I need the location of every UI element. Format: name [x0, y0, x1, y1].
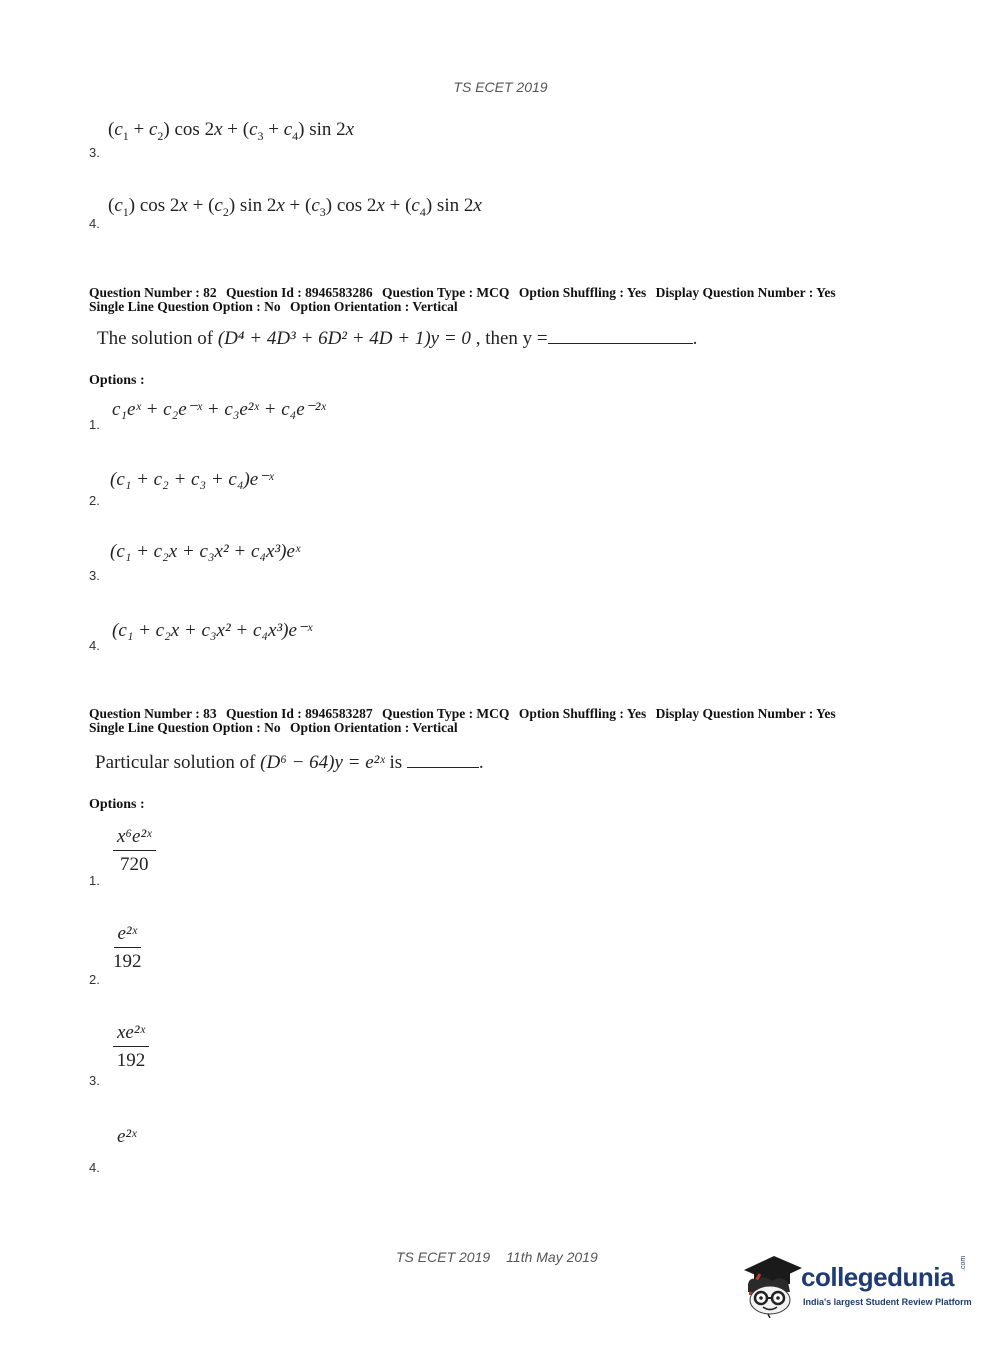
- option-expression: e²ˣ: [117, 1126, 137, 1147]
- footer-exam: TS ECET 2019: [396, 1249, 491, 1265]
- fraction-denominator: 192: [116, 1050, 146, 1071]
- logo-tagline: India's largest Student Review Platform: [803, 1297, 972, 1307]
- question-meta: Question Number : 82 Question Id : 8946583286 Question Type : MCQ Option Shuffling : Yes Display Question Number : Yes Single Line Question Option : No Option Orientation : Vertical: [89, 285, 836, 314]
- fraction-numerator: x⁶e²ˣ: [113, 826, 156, 851]
- logo-suffix: .com: [960, 1255, 967, 1271]
- option-number: 1.: [89, 417, 100, 432]
- footer-date: 11th May 2019: [506, 1249, 598, 1265]
- fraction-numerator: xe²ˣ: [113, 1022, 149, 1047]
- option-number: 3.: [89, 145, 100, 160]
- option-number: 3.: [89, 568, 100, 583]
- page-footer: [396, 1249, 598, 1265]
- fraction-denominator: 192: [113, 951, 142, 972]
- question-text: The solution of (D⁴ + 4D³ + 6D² + 4D + 1)y = 0 , then y = .: [97, 328, 698, 349]
- option-number: 4.: [89, 638, 100, 653]
- question-text: Particular solution of (D⁶ − 64)y = e²ˣ is .: [95, 752, 484, 773]
- page-header: TS ECET 2019: [453, 79, 548, 95]
- fraction-numerator: e²ˣ: [114, 923, 142, 948]
- option-number: 4.: [89, 216, 100, 231]
- graduate-mascot-icon: [740, 1248, 804, 1318]
- option-number: 4.: [89, 1160, 100, 1175]
- options-label: Options :: [89, 373, 145, 388]
- option-expression: c₁eˣ + c₂e⁻ˣ + c₃e²ˣ + c₄e⁻²ˣ: [112, 399, 326, 420]
- option-number: 1.: [89, 873, 100, 888]
- option-fraction: [113, 923, 142, 973]
- logo-wordmark: collegedunia: [801, 1262, 954, 1292]
- option-expression: (c₁ + c₂x + c₃x² + c₄x³)eˣ: [110, 541, 301, 562]
- option-expression: (c₁ + c₂x + c₃x² + c₄x³)e⁻ˣ: [112, 620, 313, 641]
- option-number: 3.: [89, 1073, 100, 1088]
- options-label: Options :: [89, 797, 145, 812]
- fraction-denominator: 720: [120, 854, 149, 875]
- option-number: 2.: [89, 493, 100, 508]
- option-fraction: [113, 1022, 149, 1072]
- option-expression: $(c_1)$ $\cos 2x + (c_2)$ $\sin 2x + (c_3)$ $\cos 2x + (c_4)$ sin 2x: [108, 195, 482, 219]
- option-number: 2.: [89, 972, 100, 987]
- option-expression: (c₁ + c₂ + c₃ + c₄)e⁻ˣ: [110, 469, 274, 490]
- question-meta: Question Number : 83 Question Id : 8946583287 Question Type : MCQ Option Shuffling : Yes Display Question Number : Yes Single Line Question Option : No Option Orientation : Vertical: [89, 706, 836, 735]
- option-fraction: [113, 826, 156, 876]
- option-expression: $(c_1 + c_2)$ $\cos 2x + (c_3 + c_4)$ sin 2x: [108, 119, 355, 143]
